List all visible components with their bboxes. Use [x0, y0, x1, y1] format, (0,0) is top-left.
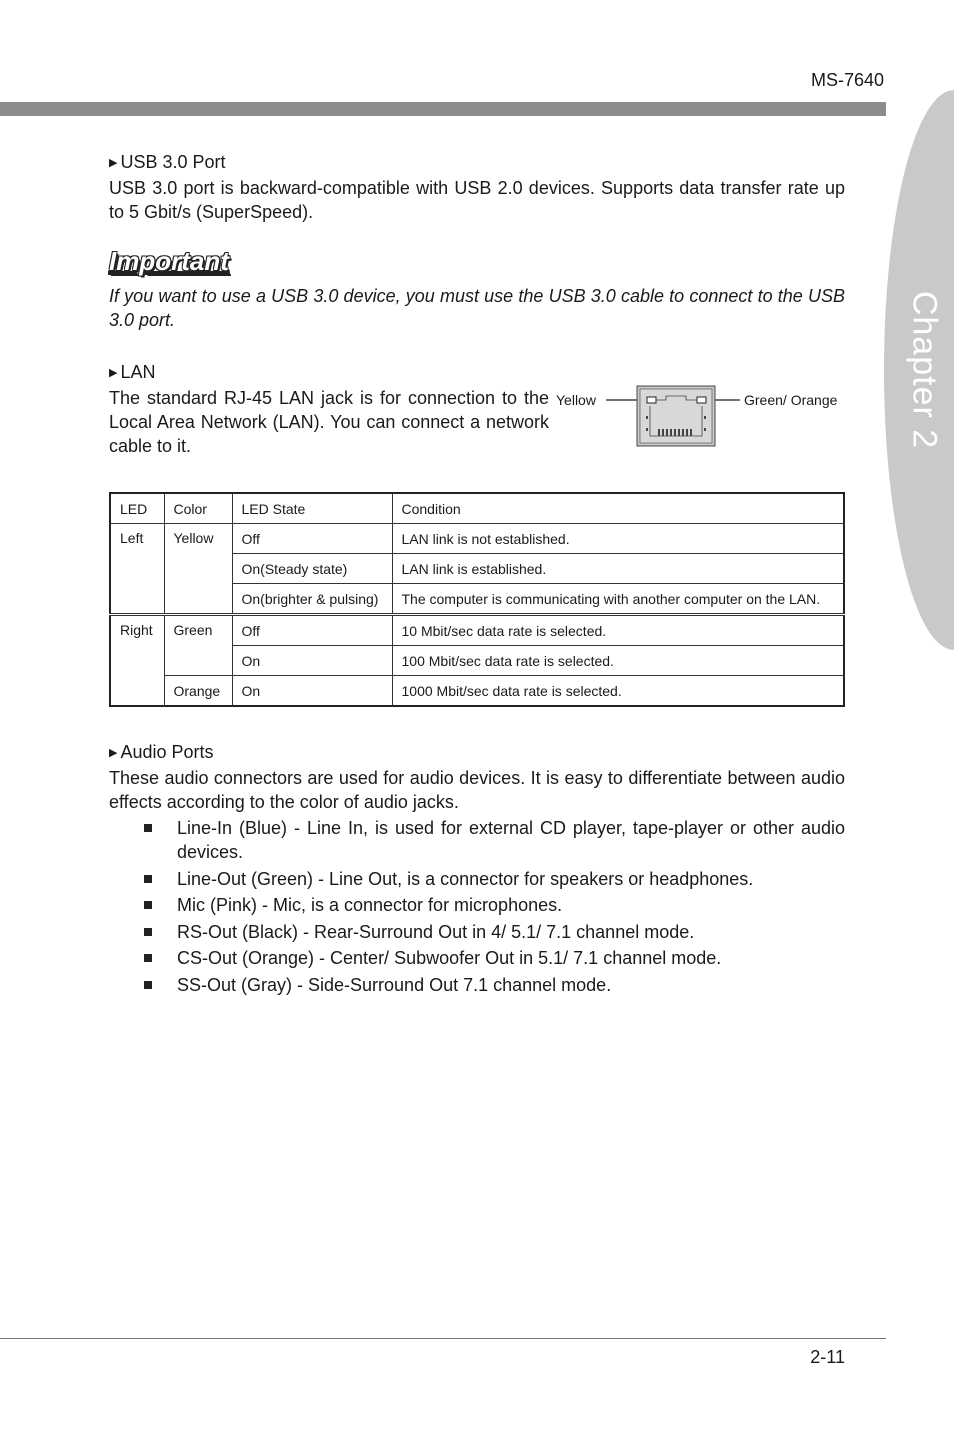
led-table — [109, 492, 845, 707]
chapter-tab — [884, 90, 954, 650]
list-item — [109, 946, 845, 970]
table-cell-state: On — [232, 646, 392, 676]
lan-title — [109, 362, 845, 383]
lan-led-label-right: Green/ Orange — [744, 392, 838, 408]
table-cell-state: On(brighter & pulsing) — [232, 584, 392, 615]
square-bullet-icon — [144, 875, 152, 883]
list-item — [109, 816, 845, 864]
table-cell-condition: LAN link is not established. — [392, 524, 844, 554]
table-row — [110, 524, 844, 554]
table-header-cell: LED — [110, 493, 164, 524]
list-item-text: CS-Out (Orange) - Center/ Subwoofer Out in 5.1/ 7.1 channel mode. — [177, 948, 722, 968]
important-title: Important — [109, 246, 229, 276]
audio-title — [109, 742, 845, 763]
triangle-bullet-icon: ▶ — [109, 367, 118, 379]
list-item-text: Line-In (Blue) - Line In, is used for external CD player, tape-player or other audio devices. — [177, 818, 845, 862]
list-item — [109, 973, 845, 997]
square-bullet-icon — [144, 901, 152, 909]
audio-port-list — [109, 816, 845, 997]
square-bullet-icon — [144, 928, 152, 936]
table-cell-led: Right — [110, 615, 164, 707]
table-row — [110, 676, 844, 707]
chapter-tab-label: Chapter 2 — [905, 290, 944, 450]
table-cell-state: Off — [232, 615, 392, 646]
table-header-cell: LED State — [232, 493, 392, 524]
rj45-jack-icon — [600, 384, 745, 448]
triangle-bullet-icon: ▶ — [109, 157, 118, 169]
table-cell-condition: 100 Mbit/sec data rate is selected. — [392, 646, 844, 676]
table-header-cell: Condition — [392, 493, 844, 524]
list-item-text: Mic (Pink) - Mic, is a connector for microphones. — [177, 895, 563, 915]
list-item-text: SS-Out (Gray) - Side-Surround Out 7.1 channel mode. — [177, 974, 612, 995]
table-row — [110, 615, 844, 646]
lan-title-text: LAN — [120, 362, 156, 382]
header-bar — [0, 102, 886, 116]
footer-line — [0, 1338, 886, 1339]
usb-title-text: USB 3.0 Port — [120, 152, 226, 172]
table-cell-state: Off — [232, 524, 392, 554]
audio-title-text: Audio Ports — [120, 742, 214, 762]
important-text: If you want to use a USB 3.0 device, you must use the USB 3.0 cable to connect to the USB 3.0 port. — [109, 286, 845, 330]
usb-description: USB 3.0 port is backward-compatible with USB 2.0 devices. Supports data transfer rate up to 5 Gbit/s (SuperSpeed). — [109, 178, 845, 222]
square-bullet-icon — [144, 981, 152, 989]
table-cell-condition: LAN link is established. — [392, 554, 844, 584]
table-cell-condition: 1000 Mbit/sec data rate is selected. — [392, 676, 844, 707]
table-cell-condition: 10 Mbit/sec data rate is selected. — [392, 615, 844, 646]
table-cell-condition: The computer is communicating with another computer on the LAN. — [392, 584, 844, 615]
important-section — [109, 246, 845, 332]
list-item — [109, 893, 845, 917]
table-cell-color: Green — [164, 615, 232, 676]
table-cell-state: On — [232, 676, 392, 707]
audio-section — [109, 742, 845, 999]
lan-led-label-left: Yellow — [556, 392, 596, 408]
model-number: MS-7640 — [810, 70, 884, 90]
table-header-row — [110, 493, 844, 524]
lan-description: The standard RJ-45 LAN jack is for connection to the Local Area Network (LAN). You can connect a network cable to it. — [109, 388, 549, 456]
list-item — [109, 867, 845, 891]
table-cell-color: Orange — [164, 676, 232, 707]
table-header-cell: Color — [164, 493, 232, 524]
page-number: 2-11 — [810, 1347, 845, 1367]
triangle-bullet-icon: ▶ — [109, 747, 118, 759]
table-cell-color: Yellow — [164, 524, 232, 615]
led-table-wrapper — [109, 492, 845, 707]
usb-section — [109, 152, 845, 224]
table-cell-state: On(Steady state) — [232, 554, 392, 584]
list-item-text: Line-Out (Green) - Line Out, is a connector for speakers or headphones. — [177, 868, 754, 889]
table-cell-led: Left — [110, 524, 164, 615]
list-item-text: RS-Out (Black) - Rear-Surround Out in 4/ 5.1/ 7.1 channel mode. — [177, 921, 695, 942]
square-bullet-icon — [144, 954, 152, 962]
audio-description: These audio connectors are used for audio devices. It is easy to differentiate between audio effects according to the color of audio jacks. — [109, 768, 845, 812]
usb-title — [109, 152, 845, 173]
square-bullet-icon — [144, 824, 152, 832]
list-item — [109, 920, 845, 944]
